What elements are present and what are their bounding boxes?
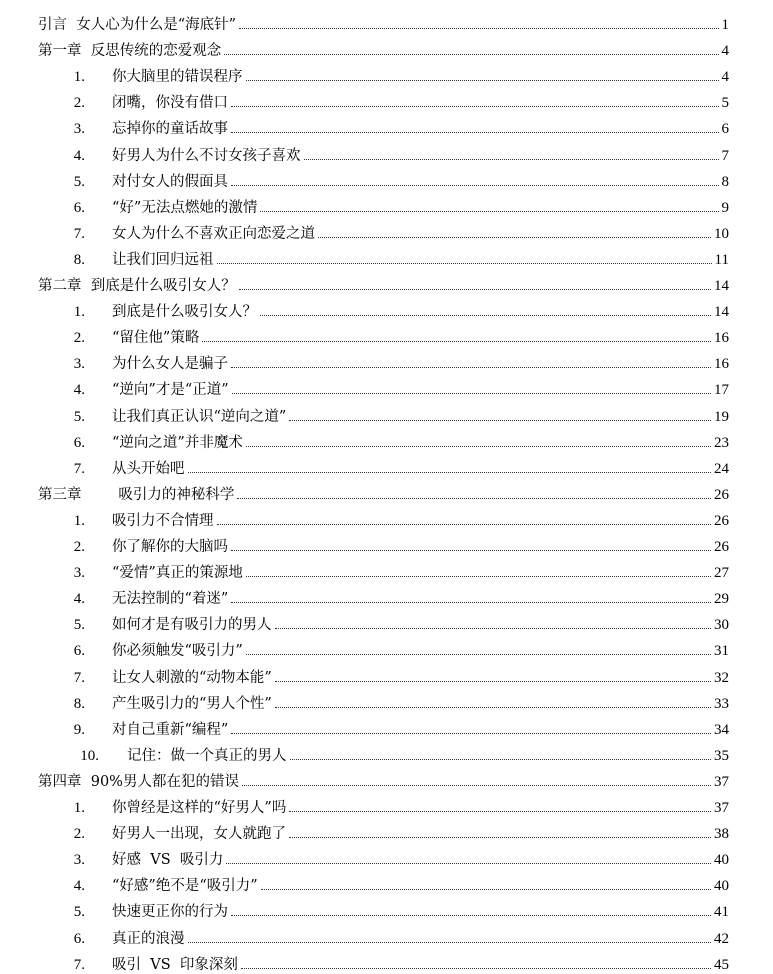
toc-dot-leader (239, 289, 711, 290)
toc-page-number: 5 (721, 95, 729, 112)
toc-entry-title: 第二章 到底是什么吸引女人？ (38, 278, 236, 294)
toc-entry-title: 你曾经是这样的“好男人”吗 (112, 800, 287, 816)
toc-section-entry (55, 713, 729, 739)
toc-entry-number: 10. (80, 747, 99, 764)
toc-entry-title: “好”无法点燃她的激情 (112, 199, 258, 216)
toc-section-entry (55, 687, 729, 713)
toc-dot-leader (239, 28, 718, 29)
toc-dot-leader (289, 837, 711, 838)
toc-page-number: 35 (714, 747, 729, 764)
toc-entry-number: 5. (73, 408, 85, 425)
toc-dot-leader (226, 863, 711, 864)
toc-entry-title: 第四章 90%男人都在犯的错误 (38, 773, 239, 790)
toc-entry-title: “好感”绝不是“吸引力” (112, 878, 258, 895)
toc-entry-number: 3. (73, 121, 85, 138)
toc-page-number: 42 (714, 930, 729, 947)
toc-section-entry (55, 373, 729, 399)
toc-entry-number: 4. (73, 591, 85, 608)
toc-entry-number: 1. (73, 800, 85, 816)
toc-entry-title: 好感 VS 吸引力 (112, 852, 224, 869)
toc-page-number: 6 (721, 121, 729, 138)
toc-entry-title: 你必须触发“吸引力” (112, 643, 243, 660)
toc-dot-leader (217, 263, 712, 264)
toc-page-number: 4 (721, 69, 729, 86)
toc-dot-leader (260, 211, 718, 212)
toc-section-entry (55, 295, 729, 321)
toc-page-number: 38 (714, 826, 729, 843)
toc-dot-leader (318, 237, 711, 238)
toc-dot-leader (290, 759, 712, 760)
toc-section-entry (55, 556, 729, 582)
toc-dot-leader (217, 524, 712, 525)
toc-entry-number: 5. (73, 904, 85, 921)
toc-page-number: 26 (714, 539, 729, 555)
toc-dot-leader (232, 393, 711, 394)
toc-entry-number: 8. (73, 695, 85, 712)
toc-page-number: 37 (714, 773, 729, 790)
toc-section-entry (55, 165, 729, 191)
toc-dot-leader (241, 968, 711, 969)
toc-dot-leader (275, 681, 711, 682)
toc-entry-number: 6. (73, 434, 85, 451)
toc-section-entry (55, 582, 729, 608)
toc-page-number: 34 (714, 721, 729, 738)
toc-entry-number: 6. (73, 643, 85, 660)
toc-page-number: 23 (714, 434, 729, 451)
toc-page-number: 40 (714, 878, 729, 895)
toc-entry-number: 7. (73, 956, 85, 973)
toc-section-entry (55, 191, 729, 217)
toc-chapter-entry (38, 34, 729, 60)
toc-entry-number: 1. (73, 304, 85, 321)
toc-entry-number: 1. (73, 512, 85, 529)
toc-dot-leader (260, 315, 711, 316)
toc-entry-title: 记住：做一个真正的男人 (127, 747, 287, 764)
toc-section-entry (55, 243, 729, 269)
toc-page-number: 8 (721, 173, 729, 190)
toc-entry-title: 对付女人的假面具 (112, 173, 228, 190)
toc-dot-leader (202, 341, 711, 342)
toc-entry-title: 真正的浪漫 (112, 930, 185, 947)
toc-entry-number: 2. (73, 826, 85, 843)
toc-section-entry (55, 843, 729, 869)
toc-dot-leader (231, 132, 719, 133)
toc-section-entry (55, 217, 729, 243)
toc-dot-leader (231, 602, 711, 603)
toc-dot-leader (246, 446, 711, 447)
toc-page-number: 16 (714, 330, 729, 347)
toc-entry-number: 4. (73, 382, 85, 399)
toc-entry-number: 8. (73, 251, 85, 268)
toc-entry-number: 7. (73, 225, 85, 242)
toc-entry-number: 6. (73, 930, 85, 947)
toc-page-number: 41 (714, 904, 729, 921)
toc-section-entry (55, 321, 729, 347)
toc-section-entry (55, 60, 729, 86)
toc-entry-number: 3. (73, 356, 85, 373)
toc-section-entry (55, 112, 729, 138)
toc-section-entry (55, 661, 729, 687)
toc-page-number: 1 (721, 17, 729, 33)
toc-page-number: 7 (721, 147, 729, 164)
toc-section-entry (55, 817, 729, 843)
toc-section-entry (55, 739, 729, 765)
toc-entry-title: 无法控制的“着迷” (112, 591, 229, 608)
toc-entry-title: “爱情”真正的策源地 (112, 565, 243, 582)
toc-dot-leader (188, 472, 712, 473)
toc-entry-number: 2. (73, 95, 85, 112)
toc-entry-title: 吸引力不合情理 (112, 512, 214, 529)
toc-dot-leader (289, 811, 711, 812)
toc-page-number: 14 (714, 278, 729, 294)
toc-page-number: 16 (714, 356, 729, 373)
toc-dot-leader (188, 942, 712, 943)
toc-entry-number: 4. (73, 878, 85, 895)
toc-entry-number: 4. (73, 147, 85, 164)
toc-page-number: 27 (714, 565, 729, 582)
toc-entry-title: 对自己重新“编程” (112, 721, 229, 738)
toc-chapter-entry (38, 765, 729, 791)
toc-page-number: 40 (714, 852, 729, 869)
toc-dot-leader (246, 80, 719, 81)
toc-section-entry (55, 922, 729, 948)
toc-section-entry (55, 948, 729, 974)
toc-entry-title: 为什么女人是骗子 (112, 356, 228, 373)
toc-section-entry (55, 400, 729, 426)
toc-entry-title: 你大脑里的错误程序 (112, 69, 243, 86)
toc-entry-number: 7. (73, 460, 85, 477)
toc-dot-leader (275, 628, 712, 629)
toc-entry-number: 3. (73, 852, 85, 869)
toc-section-entry (55, 869, 729, 895)
toc-entry-title: 第三章 吸引力的神秘科学 (38, 486, 235, 503)
toc-entry-title: 产生吸引力的“男人个性” (112, 695, 272, 712)
toc-entry-title: 从头开始吧 (112, 460, 185, 477)
toc-dot-leader (231, 185, 719, 186)
toc-page-number: 24 (714, 460, 729, 477)
toc-entry-number: 2. (73, 539, 85, 555)
toc-page-number: 19 (714, 408, 729, 425)
toc-entry-number: 1. (73, 69, 85, 86)
toc-dot-leader (231, 550, 711, 551)
toc-page-number: 4 (721, 43, 729, 60)
toc-entry-title: 闭嘴，你没有借口 (112, 95, 228, 112)
toc-page-number: 10 (714, 225, 729, 242)
toc-section-entry (55, 895, 729, 921)
toc-page-number: 37 (714, 800, 729, 816)
toc-dot-leader (304, 159, 719, 160)
toc-entry-title: 如何才是有吸引力的男人 (112, 617, 272, 634)
toc-page-number: 17 (714, 382, 729, 399)
toc-page-number: 45 (714, 956, 729, 973)
toc-chapter-entry (38, 8, 729, 34)
toc-dot-leader (231, 106, 719, 107)
toc-entry-title: 让我们回归远祖 (112, 251, 214, 268)
toc-page-number: 26 (714, 486, 729, 503)
toc-dot-leader (289, 420, 711, 421)
toc-entry-title: “逆向”才是“正道” (112, 382, 229, 399)
toc-entry-title: 好男人为什么不讨女孩子喜欢 (112, 147, 301, 164)
toc-entry-title: “逆向之道”并非魔术 (112, 434, 243, 451)
toc-section-entry (55, 347, 729, 373)
toc-entry-title: 女人为什么不喜欢正向恋爱之道 (112, 225, 315, 242)
toc-dot-leader (261, 889, 711, 890)
toc-page-number: 9 (721, 199, 729, 216)
toc-dot-leader (242, 785, 711, 786)
toc-entry-title: “留住他”策略 (112, 330, 200, 347)
toc-entry-number: 9. (73, 721, 85, 738)
toc-entry-title: 快速更正你的行为 (112, 904, 228, 921)
toc-section-entry (55, 139, 729, 165)
toc-dot-leader (237, 498, 711, 499)
toc-entry-number: 6. (73, 199, 85, 216)
toc-page-number: 14 (714, 304, 729, 321)
toc-dot-leader (246, 576, 711, 577)
toc-page-number: 31 (714, 643, 729, 660)
toc-section-entry (55, 530, 729, 556)
toc-entry-title: 到底是什么吸引女人？ (112, 304, 257, 321)
toc-entry-title: 好男人一出现，女人就跑了 (112, 826, 286, 843)
toc-section-entry (55, 634, 729, 660)
toc-entry-number: 5. (73, 173, 85, 190)
toc-section-entry (55, 608, 729, 634)
toc-section-entry (55, 791, 729, 817)
toc-entry-title: 吸引 VS 印象深刻 (112, 956, 238, 973)
toc-chapter-entry (38, 269, 729, 295)
toc-page-number: 29 (714, 591, 729, 608)
toc-entry-number: 5. (73, 617, 85, 634)
toc-entry-title: 第一章 反思传统的恋爱观念 (38, 43, 222, 60)
toc-page-number: 26 (714, 512, 729, 529)
toc-entry-title: 引言 女人心为什么是“海底针” (38, 17, 237, 33)
toc-page-number: 32 (714, 669, 729, 686)
toc-page-number: 30 (714, 617, 729, 634)
toc-dot-leader (231, 367, 711, 368)
toc-page-number: 11 (714, 251, 729, 268)
toc-dot-leader (224, 54, 718, 55)
toc-entry-title: 忘掉你的童话故事 (112, 121, 228, 138)
toc-section-entry (55, 452, 729, 478)
toc-entry-title: 让女人刺激的“动物本能” (112, 669, 272, 686)
toc-chapter-entry (38, 478, 729, 504)
toc-section-entry (55, 426, 729, 452)
toc-dot-leader (275, 707, 711, 708)
toc-entry-title: 你了解你的大脑吗 (112, 539, 228, 555)
toc-entry-number: 7. (73, 669, 85, 686)
toc-entry-number: 2. (73, 330, 85, 347)
toc-page-number: 33 (714, 695, 729, 712)
toc-entry-number: 3. (73, 565, 85, 582)
toc-dot-leader (231, 733, 711, 734)
toc-dot-leader (231, 915, 711, 916)
toc-section-entry (55, 86, 729, 112)
toc-dot-leader (246, 654, 711, 655)
toc-entry-title: 让我们真正认识“逆向之道” (112, 408, 287, 425)
toc-section-entry (55, 504, 729, 530)
